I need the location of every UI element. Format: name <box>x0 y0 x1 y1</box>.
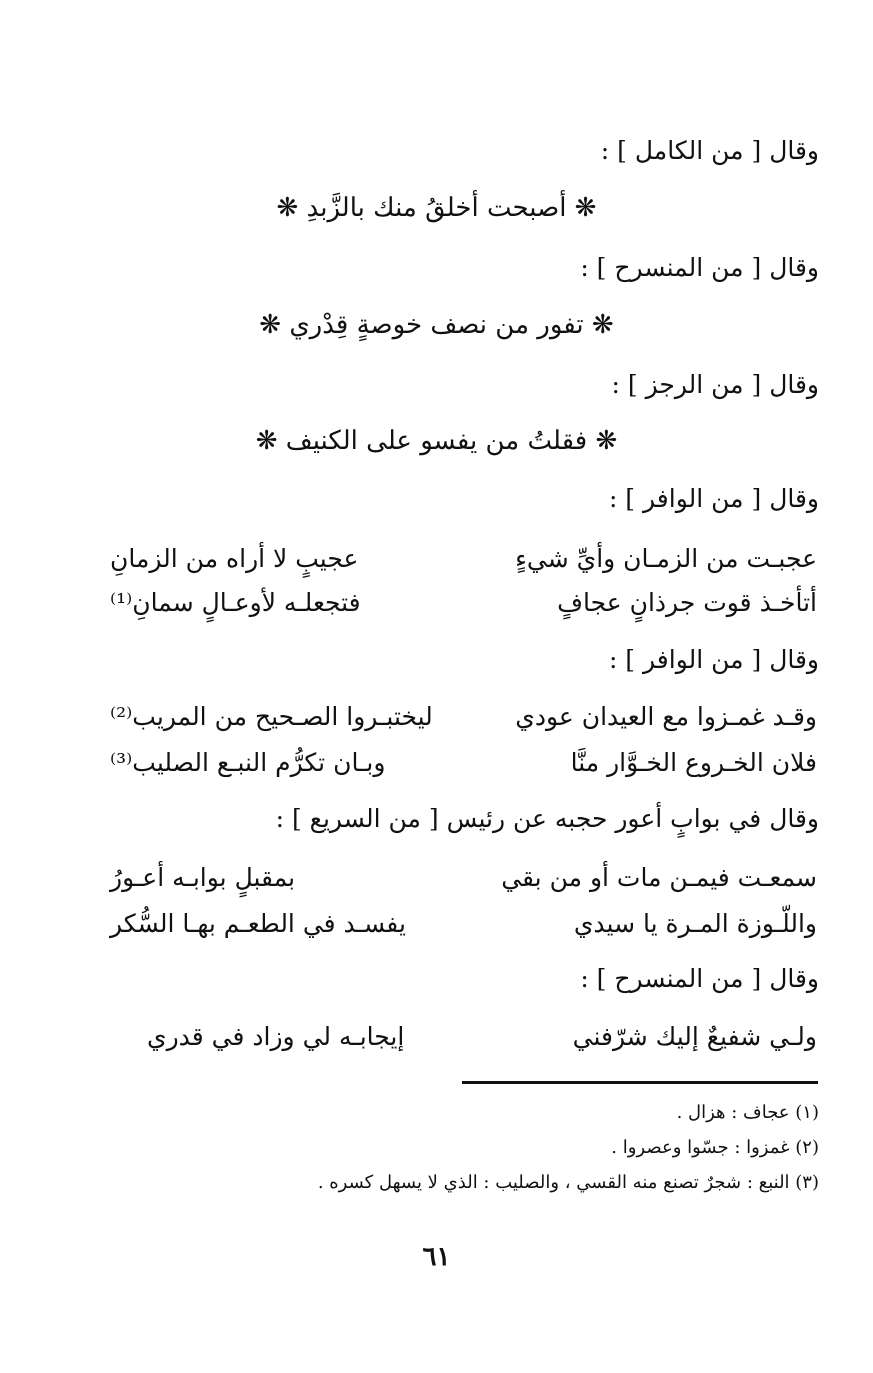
verse-hemistich-left: فتجعلـه لأوعـالٍ سمانِ⁽¹⁾ <box>110 587 361 617</box>
poem-intro-3: وقال [ من الرجز ] : <box>611 370 819 399</box>
poem-intro-4: وقال [ من الوافر ] : <box>608 484 819 513</box>
footnote-3: (٣) النبع : شجرٌ تصنع منه القسي ، والصليب : الذي لا يسهل كسره . <box>317 1172 819 1193</box>
verse-hemistich-left: يفسـد في الطعـم بهـا السُّكر <box>110 908 406 938</box>
verse-line <box>110 740 817 784</box>
verse-hemistich-left: ليختبـروا الصـحيح من المريب⁽²⁾ <box>110 701 433 731</box>
poem-intro-5: وقال [ من الوافر ] : <box>608 645 819 674</box>
verse-hemistich-left: بمقبلٍ بوابـه أعـورُ <box>110 862 296 892</box>
verse-line <box>110 580 817 624</box>
poem-intro-2: وقال [ من المنسرح ] : <box>580 253 819 282</box>
verse-line <box>147 1014 817 1058</box>
single-verse-2: ❋ تفور من نصف خوصةٍ قِدْري ❋ <box>259 310 614 340</box>
verse-hemistich-right: ولـي شفيعٌ إليك شرّفني <box>572 1021 817 1051</box>
verse-hemistich-right: سمعـت فيمـن مات أو من بقي <box>501 862 817 892</box>
footnote-2: (٢) غمزوا : جسّوا وعصروا . <box>611 1137 819 1158</box>
verse-hemistich-right: واللّـوزة المـرة يا سيدي <box>573 908 817 938</box>
single-verse-3: ❋ فقلتُ من يفسو على الكنيف ❋ <box>255 426 618 456</box>
verse-line <box>110 694 817 738</box>
verse-hemistich-right: فلان الخـروع الخـوَّار منَّا <box>570 747 817 777</box>
page-number: ٦١ <box>422 1242 451 1272</box>
verse-hemistich-left: عجيبٍ لا أراه من الزمانِ <box>110 543 359 573</box>
footnote-separator <box>462 1081 818 1084</box>
poem-intro-7: وقال [ من المنسرح ] : <box>580 964 819 993</box>
verse-line <box>110 855 817 899</box>
single-verse-1: ❋ أصبحت أخلقُ منك بالزَّبدِ ❋ <box>276 193 597 223</box>
verse-hemistich-right: وقـد غمـزوا مع العيدان عودي <box>515 701 817 731</box>
footnote-1: (١) عجاف : هزال . <box>676 1102 819 1123</box>
verse-hemistich-right: أتأخـذ قوت جرذانٍ عجافٍ <box>557 587 817 617</box>
verse-line <box>110 901 817 945</box>
verse-line <box>110 536 817 580</box>
verse-hemistich-left: إيجابـه لي وزاد في قدري <box>147 1021 405 1051</box>
poem-intro-1: وقال [ من الكامل ] : <box>600 136 819 165</box>
verse-hemistich-right: عجبـت من الزمـان وأيِّ شيءٍ <box>515 543 817 573</box>
poem-intro-6: وقال في بوابٍ أعور حجبه عن رئيس [ من السريع ] : <box>275 804 819 833</box>
verse-hemistich-left: وبـان تكرُّم النبـع الصليب⁽³⁾ <box>110 747 386 777</box>
